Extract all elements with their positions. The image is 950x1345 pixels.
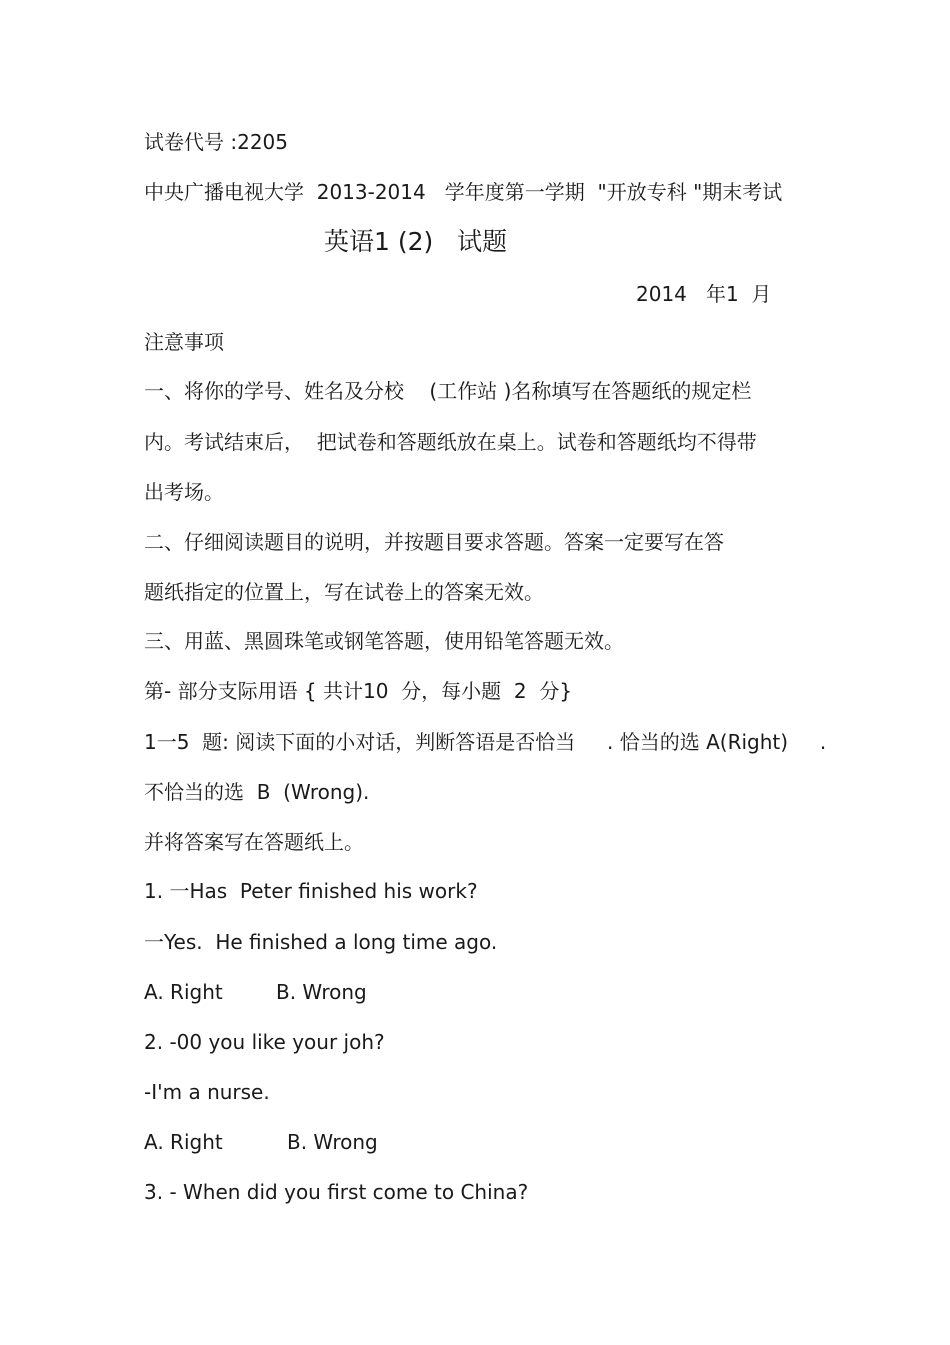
exam-date: 2014 年1 月 [636, 282, 772, 306]
notice-line: 三、用蓝、黑圆珠笔或钢笔答题，使用铅笔答题无效。 [144, 629, 624, 653]
notice-line: 内。考试结束后， 把试卷和答题纸放在桌上。试卷和答题纸均不得带 [144, 430, 757, 454]
option-b: B. Wrong [276, 980, 367, 1004]
exam-title: 英语1 (2) 试题 [324, 227, 508, 256]
section-instruction: 并将答案写在答题纸上。 [144, 830, 364, 854]
question-prompt: 3. - When did you first come to China? [144, 1180, 529, 1204]
question-prompt: 2. -00 you like your joh? [144, 1030, 385, 1054]
notice-line: 题纸指定的位置上，写在试卷上的答案无效。 [144, 580, 544, 604]
section-instruction: 不恰当的选 B (Wrong). [144, 780, 370, 804]
question-reply: 一Yes. He finished a long time ago. [144, 930, 498, 954]
notice-heading: 注意事项 [144, 330, 224, 354]
option-b: B. Wrong [287, 1130, 378, 1154]
question-prompt: 1. 一Has Peter finished his work? [144, 879, 478, 903]
section-instruction: 1一5 题: 阅读下面的小对话，判断答语是否恰当 . 恰当的选 A(Right) . [144, 730, 827, 754]
notice-line: 出考场。 [144, 480, 224, 504]
question-reply: -I'm a nurse. [144, 1080, 270, 1104]
paper-code: 试卷代号 :2205 [144, 130, 288, 154]
section-heading: 第- 部分支际用语 { 共计10 分，每小题 2 分} [144, 679, 573, 703]
notice-line: 一、将你的学号、姓名及分校 (工作站 )名称填写在答题纸的规定栏 [144, 379, 752, 403]
option-a: A. Right [144, 980, 223, 1004]
institution-line: 中央广播电视大学 2013-2014 学年度第一学期 "开放专科 "期末考试 [144, 180, 783, 204]
option-a: A. Right [144, 1130, 223, 1154]
notice-line: 二、仔细阅读题目的说明，并按题目要求答题。答案一定要写在答 [144, 530, 724, 554]
